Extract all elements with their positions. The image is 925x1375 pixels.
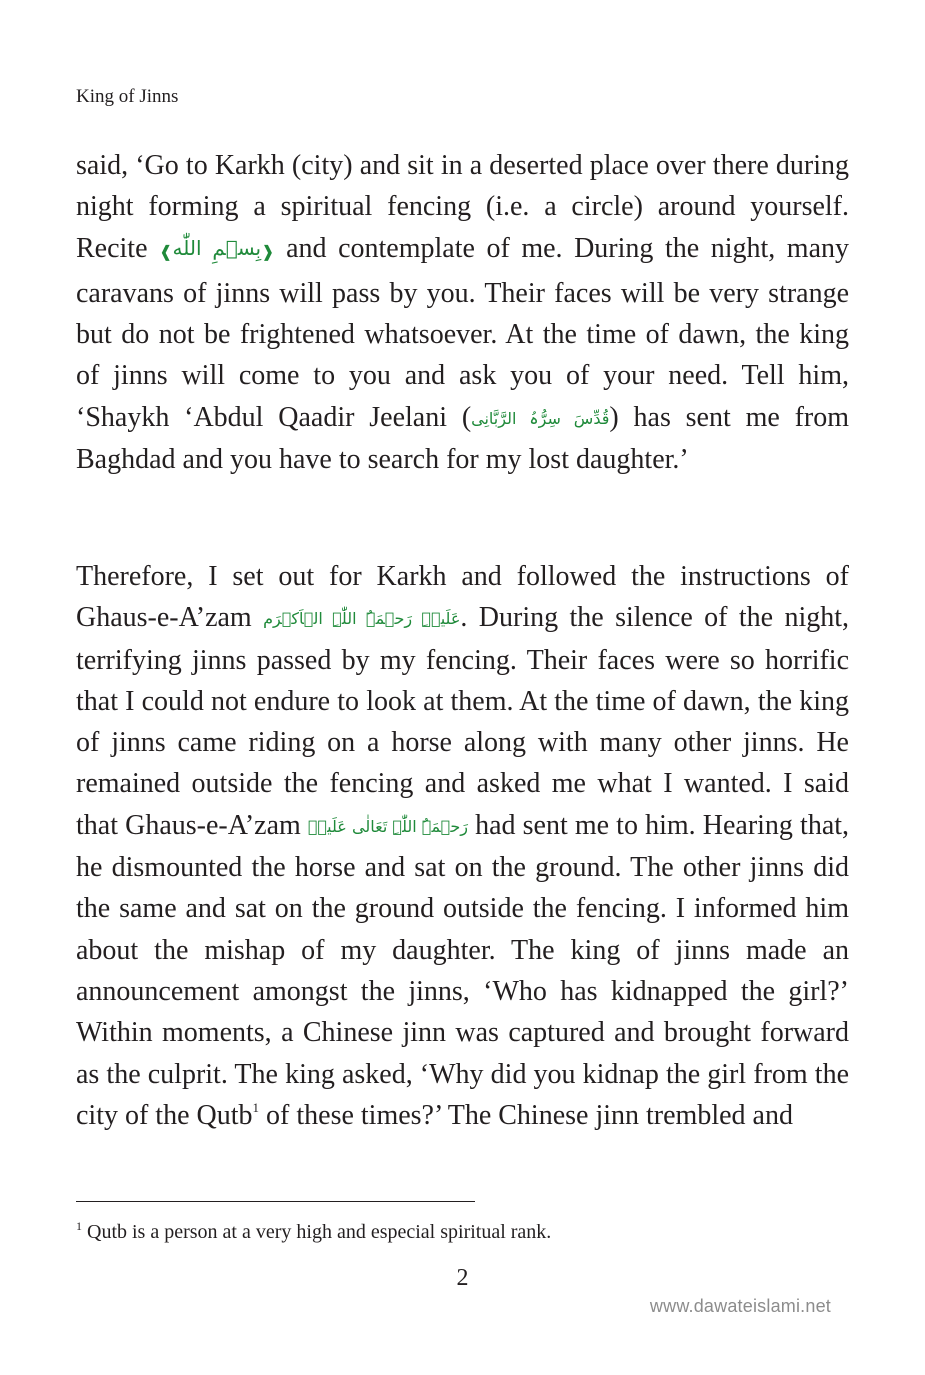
arabic-honorific-2: رَحۡمَۃُ اللّٰہِ تَعَالٰی عَلَیۡہ — [307, 816, 468, 836]
footnote-divider — [76, 1201, 475, 1202]
page-number: 2 — [456, 1265, 469, 1291]
bismillah-ornament — [159, 233, 274, 264]
ornament-right-icon: ❱ — [261, 243, 275, 261]
footnote-text: Qutb is a person at a very high and especial spiritual rank. — [87, 1221, 552, 1243]
arabic-honorific-1: عَلَیۡہِ رَحۡمَۃُ اللّٰہِ الۡاَکۡرَم — [263, 609, 461, 629]
footnote-reference[interactable]: 1 — [252, 1099, 260, 1115]
paragraph-2-text-c: had sent me to him. Hearing that, he dismounted the horse and sat on the ground. The other jinns did the same and sat on the ground outside the fencing. I informed him about the mishap of my daughter. The king of jinns made an announcement amongst the jinns, ‘Who has kidnapped the girl?’ Within moments, a Chinese jinn was captured and brought forward as the culprit. The king asked, ‘Why did you kidnap the girl from the city of the Qutb — [76, 809, 850, 1131]
paragraph-2-text-a: Therefore, I set out for Karkh and followed the instructions of Ghaus-e-A’zam — [76, 561, 849, 634]
watermark-url: www.dawateislami.net — [649, 1296, 831, 1316]
running-title: King of Jinns — [76, 86, 179, 107]
paragraph-2-text-d: of these times?’ The Chinese jinn trembled and — [266, 1099, 793, 1131]
paragraph-2 — [76, 556, 849, 1136]
honorific-close-paren: ) — [609, 401, 619, 433]
arabic-honorific-jeelani: قُدِّسَ سِرُّہُ الرَّبَّانِی — [471, 408, 610, 428]
arabic-bismillah: بِسۡمِ اللّٰه — [172, 235, 262, 260]
paragraph-1-text-c: has sent me from Baghdad and you have to search for my lost daughter.’ — [76, 401, 850, 476]
ornament-left-icon: ❰ — [159, 243, 173, 261]
honorific-open-paren: ( — [461, 401, 472, 433]
footnote — [76, 1219, 551, 1245]
paragraph-1-text-a: said, ‘Go to Karkh (city) and sit in a deserted place over there during night forming a spiritual fencing (i.e. a circle) around yourself. Recite — [76, 150, 849, 264]
paragraph-1 — [76, 145, 849, 480]
paragraph-2-text-b: . During the silence of the night, terrifying jinns passed by my fencing. Their faces were so horrific that I could not endure to look at them. At the time of dawn, the king of jinns came riding on a horse along with many other jinns. He remained outside the fencing and asked me what I wanted. I said that Ghaus-e-A’zam — [76, 602, 850, 841]
paragraph-1-text-b: and contemplate of me. During the night, many caravans of jinns will pass by you. Their faces will be very strange but do not be frightened whatsoever. At the time of dawn, the king of jinns will come to you and ask you of your need. Tell him, ‘Shaykh ‘Abdul Qaadir Jeelani — [76, 232, 850, 433]
footnote-marker: 1 — [76, 1219, 82, 1233]
